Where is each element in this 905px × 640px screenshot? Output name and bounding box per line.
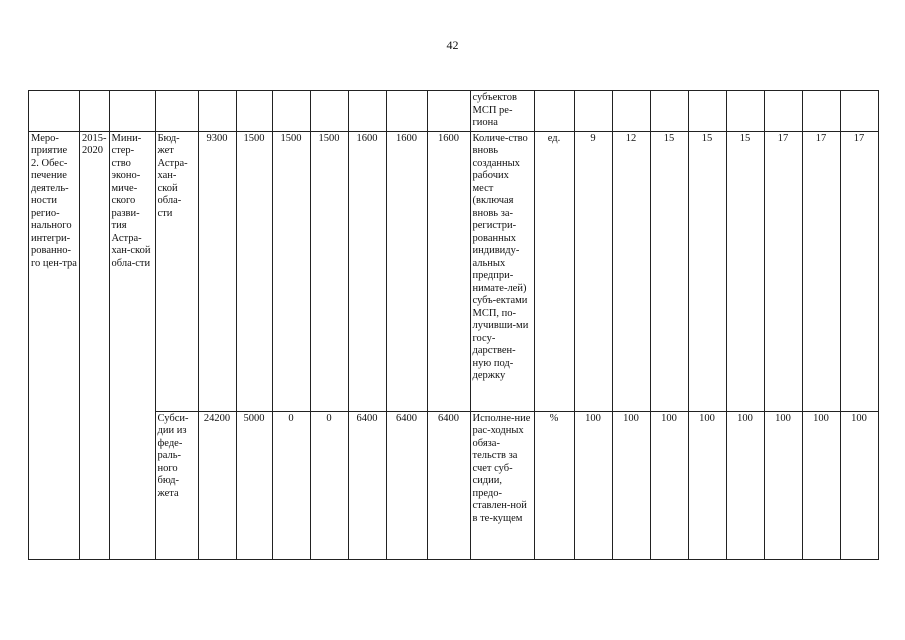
target-cell: 12: [612, 131, 650, 411]
target-cell: 100: [726, 411, 764, 559]
amount-cell: 24200: [198, 411, 236, 559]
table-row: [29, 131, 879, 411]
indicator-cell: Исполне-ние рас-ходных обяза-тельств за счет суб-сидии, предо-ставлен-ной в те-кущем: [470, 411, 534, 559]
years-cell: [80, 91, 110, 132]
target-cell: 15: [726, 131, 764, 411]
source-cell: Бюд-жет Астра-хан-ской обла-сти: [155, 131, 198, 411]
unit-cell: [534, 91, 574, 132]
target-cell: [802, 91, 840, 132]
source-cell: [155, 91, 198, 132]
target-cell: 100: [650, 411, 688, 559]
target-cell: 100: [764, 411, 802, 559]
target-cell: 15: [650, 131, 688, 411]
target-cell: 100: [802, 411, 840, 559]
amount-cell: [198, 91, 236, 132]
amount-cell: 1500: [310, 131, 348, 411]
page-number: 42: [446, 38, 459, 52]
target-cell: [764, 91, 802, 132]
executor-cell: [109, 91, 155, 132]
amount-cell: [310, 91, 348, 132]
target-cell: [726, 91, 764, 132]
unit-cell: ед.: [534, 131, 574, 411]
target-cell: 100: [612, 411, 650, 559]
amount-cell: 1500: [236, 131, 272, 411]
target-cell: [574, 91, 612, 132]
target-cell: [688, 91, 726, 132]
amount-cell: 6400: [348, 411, 386, 559]
table-row: [29, 91, 879, 132]
source-cell: Субси-дии из феде-раль-ного бюд-жета: [155, 411, 198, 559]
target-cell: [840, 91, 878, 132]
target-cell: 100: [574, 411, 612, 559]
amount-cell: 6400: [386, 411, 427, 559]
program-table: [28, 90, 879, 560]
indicator-cell: субъектов МСП ре-гиона: [470, 91, 534, 132]
event-cell: [29, 91, 80, 132]
target-cell: 17: [764, 131, 802, 411]
amount-cell: 6400: [427, 411, 470, 559]
unit-cell: %: [534, 411, 574, 559]
amount-cell: 1600: [348, 131, 386, 411]
amount-cell: 1500: [272, 131, 310, 411]
target-cell: [650, 91, 688, 132]
amount-cell: [386, 91, 427, 132]
years-cell: 2015-2020: [80, 131, 110, 559]
target-cell: 100: [840, 411, 878, 559]
executor-cell: Мини-стер-ство эконо-миче-ского разви-тия Астра-хан-ской обла-сти: [109, 131, 155, 559]
amount-cell: [236, 91, 272, 132]
amount-cell: 0: [272, 411, 310, 559]
amount-cell: 1600: [386, 131, 427, 411]
table-row: [29, 411, 879, 559]
amount-cell: 1600: [427, 131, 470, 411]
amount-cell: 5000: [236, 411, 272, 559]
target-cell: [612, 91, 650, 132]
target-cell: 9: [574, 131, 612, 411]
target-cell: 17: [840, 131, 878, 411]
target-cell: 17: [802, 131, 840, 411]
amount-cell: 0: [310, 411, 348, 559]
amount-cell: [427, 91, 470, 132]
amount-cell: [348, 91, 386, 132]
target-cell: 15: [688, 131, 726, 411]
amount-cell: 9300: [198, 131, 236, 411]
event-cell: Меро-приятие 2. Обес-печение деятель-ности регио-нального интегри-рованно-го цен-тра: [29, 131, 80, 559]
amount-cell: [272, 91, 310, 132]
target-cell: 100: [688, 411, 726, 559]
indicator-cell: Количе-ство вновь созданных рабочих мест (включая вновь за-регистри-рованных индивиду-альных предпри-нимате-лей) субъ-ектами МСП, по-лучивши-ми госу-дарствен-ную под-держку: [470, 131, 534, 411]
